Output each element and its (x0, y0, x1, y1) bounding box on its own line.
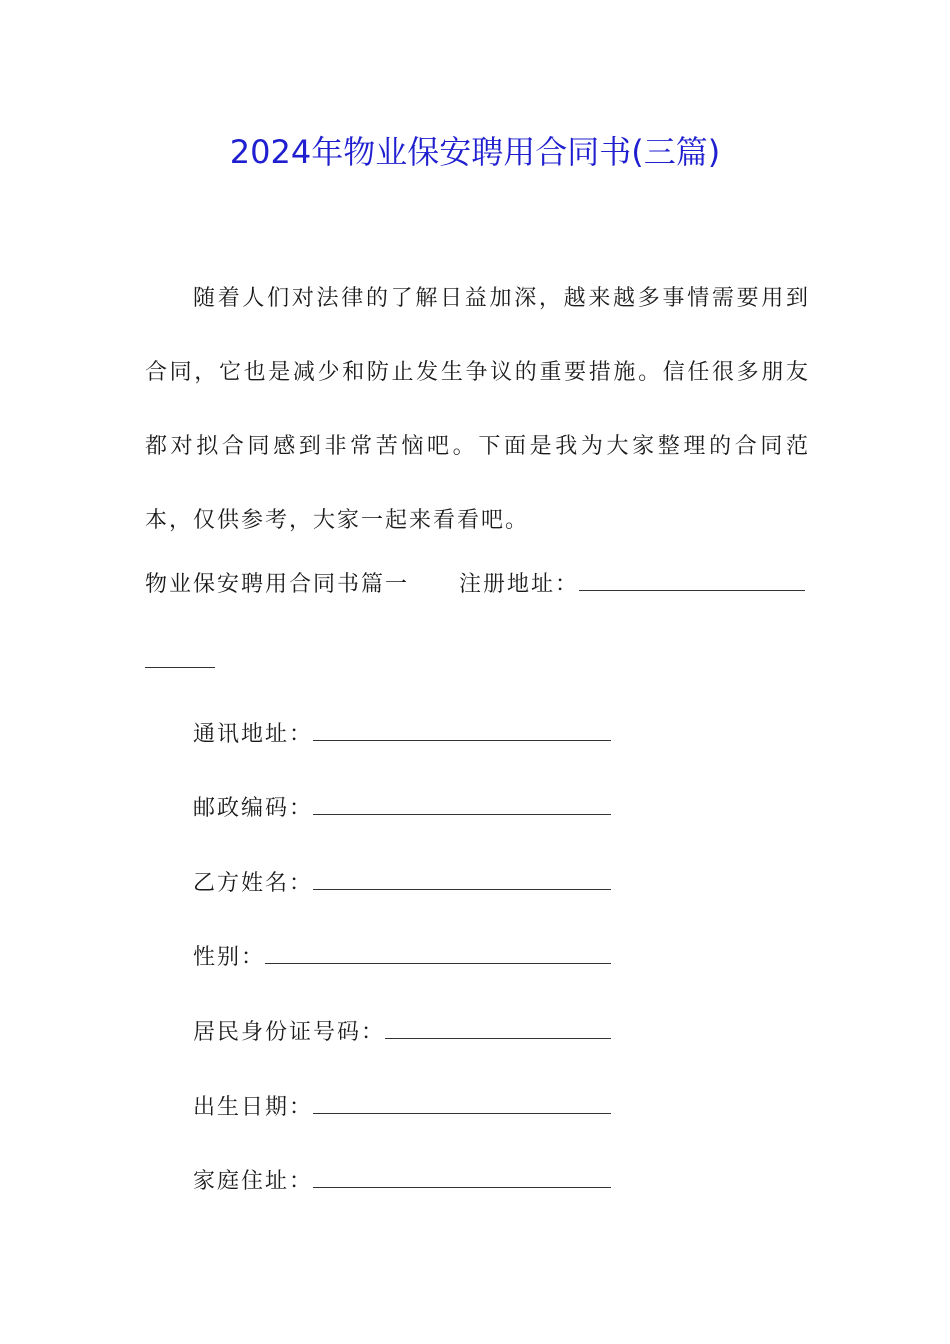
field-blank-registered-address-continued[interactable] (145, 645, 215, 668)
intro-paragraph: 随着人们对法律的了解日益加深，越来越多事情需要用到合同，它也是减少和防止发生争议的重要措施。信任很多朋友都对拟合同感到非常苦恼吧。下面是我为大家整理的合同范本，仅供参考，大家一起来看看吧。 (145, 286, 810, 533)
field-id-number (193, 1016, 611, 1048)
field-postal-code (193, 792, 611, 824)
field-gender (193, 941, 611, 973)
document-title: 2024年物业保安聘用合同书(三篇) (229, 133, 721, 171)
field-mailing-address (193, 718, 611, 750)
field-party-b-name (193, 867, 611, 899)
field-blank-id-number[interactable] (385, 1016, 611, 1039)
field-label-birth-date: 出生日期： (193, 1095, 314, 1120)
field-label-registered-address: 注册地址： (459, 572, 580, 597)
field-label-id-number: 居民身份证号码： (193, 1020, 386, 1045)
field-blank-home-address[interactable] (313, 1165, 611, 1188)
field-blank-gender[interactable] (265, 941, 611, 964)
field-label-party-b-name: 乙方姓名： (193, 871, 314, 896)
section-heading-line (145, 568, 805, 600)
field-birth-date (193, 1091, 611, 1123)
field-label-gender: 性别： (193, 945, 266, 970)
field-blank-registered-address[interactable] (579, 568, 805, 591)
field-blank-mailing-address[interactable] (313, 718, 611, 741)
field-blank-party-b-name[interactable] (313, 867, 611, 890)
section-heading: 物业保安聘用合同书篇一 (145, 572, 410, 597)
field-blank-birth-date[interactable] (313, 1091, 611, 1114)
field-label-mailing-address: 通讯地址： (193, 722, 314, 747)
field-label-home-address: 家庭住址： (193, 1169, 314, 1194)
field-home-address (193, 1165, 611, 1197)
field-label-postal-code: 邮政编码： (193, 796, 314, 821)
field-blank-postal-code[interactable] (313, 792, 611, 815)
